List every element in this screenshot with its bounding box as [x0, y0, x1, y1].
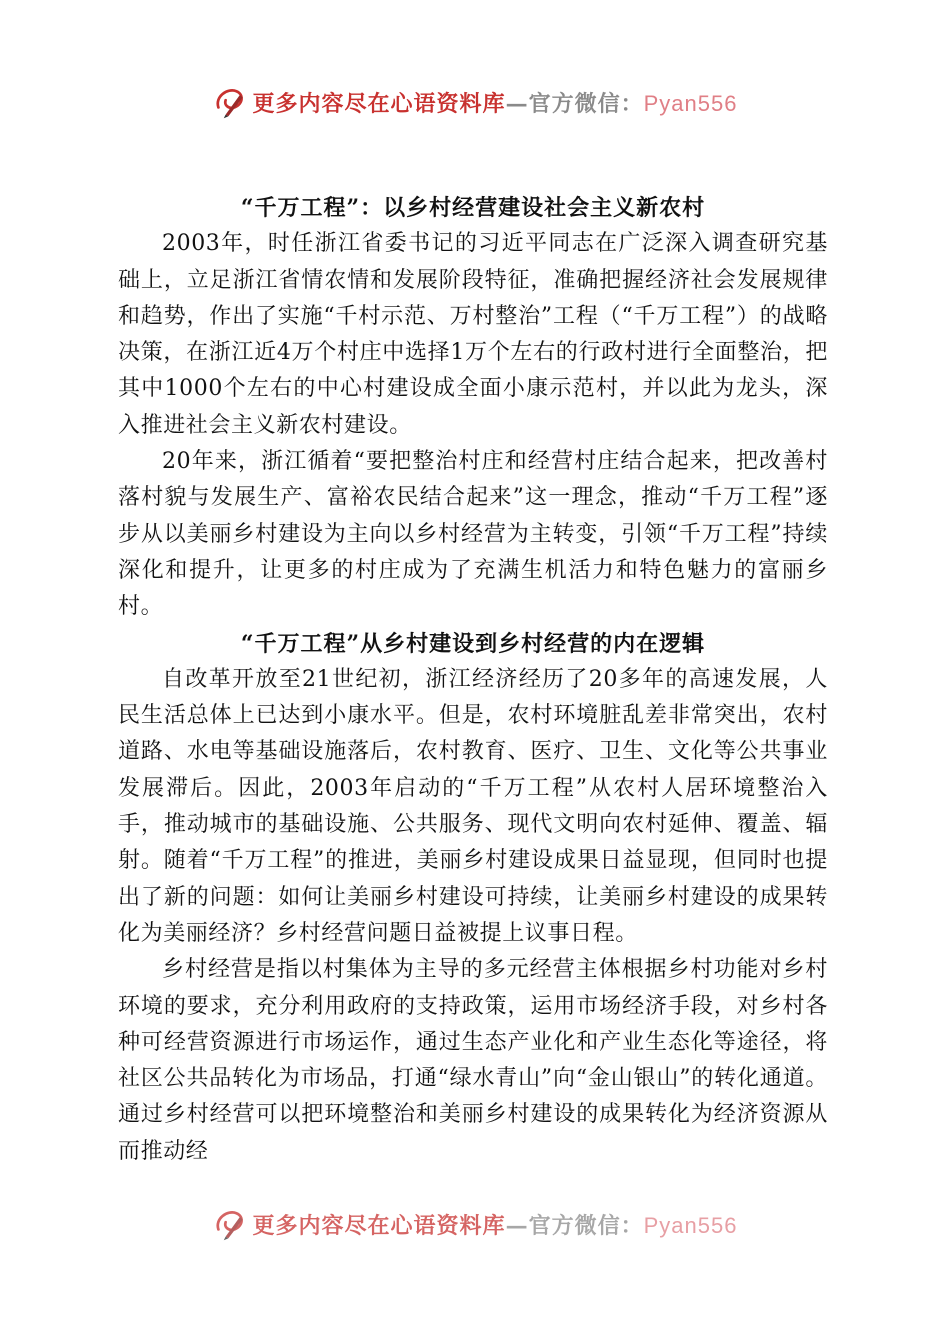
section-paragraph: 自改革开放至21世纪初，浙江经济经历了20多年的高速发展，人民生活总体上已达到小康水平。但是，农村环境脏乱差非常突出，农村道路、水电等基础设施落后，农村教育、医疗、卫生、文化等公共事业发展滞后。因此，2003年启动的“千万工程”从农村人居环境整治入手，推动城市的基础设施、公共服务、现代文明向农村延伸、覆盖、辐射。随着“千万工程”的推进，美丽乡村建设成果日益显现，但同时也提出了新的问题：如何让美丽乡村建设可持续，让美丽乡村建设的成果转化为美丽经济？乡村经营问题日益被提上议事日程。: [118, 666, 828, 946]
watermark-text-id: Pyan556: [643, 1212, 738, 1238]
article-paragraph: 2003年，时任浙江省委书记的习近平同志在广泛深入调查研究基础上，立足浙江省情农情和发展阶段特征，准确把握经济社会发展规律和趋势，作出了实施“千村示范、万村整治”工程（“千万工程”）的战略决策，在浙江近4万个村庄中选择1万个左右的行政村进行全面整治，把其中1000个左右的中心村建设成全面小康示范村，并以此为龙头，深入推进社会主义新农村建设。: [118, 231, 828, 438]
watermark-text-red: 更多内容尽在心语资料库: [252, 90, 506, 117]
article-body: [118, 190, 828, 1205]
watermark-text-id: Pyan556: [643, 90, 738, 116]
header-watermark: [0, 82, 950, 122]
watermark-banner: [213, 84, 738, 120]
pen-swirl-logo-icon: [213, 84, 249, 120]
article-paragraph: 20年来，浙江循着“要把整治村庄和经营村庄结合起来，把改善村落村貌与发展生产、富裕农民结合起来”这一理念，推动“千万工程”逐步从以美丽乡村建设为主向以乡村经营为主转变，引领“千万工程”持续深化和提升，让更多的村庄成为了充满生机活力和特色魅力的富丽乡村。: [118, 449, 828, 620]
watermark-text-red: 更多内容尽在心语资料库: [252, 1212, 506, 1239]
footer-watermark: [0, 1204, 950, 1244]
article-title: “千万工程”：以乡村经营建设社会主义新农村: [240, 195, 706, 221]
watermark-banner: [213, 1206, 738, 1242]
pen-swirl-logo-icon: [213, 1206, 249, 1242]
watermark-text: [253, 1209, 738, 1240]
watermark-text: [253, 87, 738, 118]
watermark-text-gray: —官方微信：: [505, 1212, 644, 1239]
section-paragraph: 乡村经营是指以村集体为主导的多元经营主体根据乡村功能对乡村环境的要求，充分利用政府的支持政策，运用市场经济手段，对乡村各种可经营资源进行市场运作，通过生态产业化和产业生态化等途径，将社区公共品转化为市场品，打通“绿水青山”向“金山银山”的转化通道。通过乡村经营可以把环境整治和美丽乡村建设的成果转化为经济资源从而推动经: [118, 957, 828, 1164]
watermark-text-gray: —官方微信：: [505, 90, 644, 117]
section-heading: “千万工程”从乡村建设到乡村经营的内在逻辑: [240, 630, 706, 657]
